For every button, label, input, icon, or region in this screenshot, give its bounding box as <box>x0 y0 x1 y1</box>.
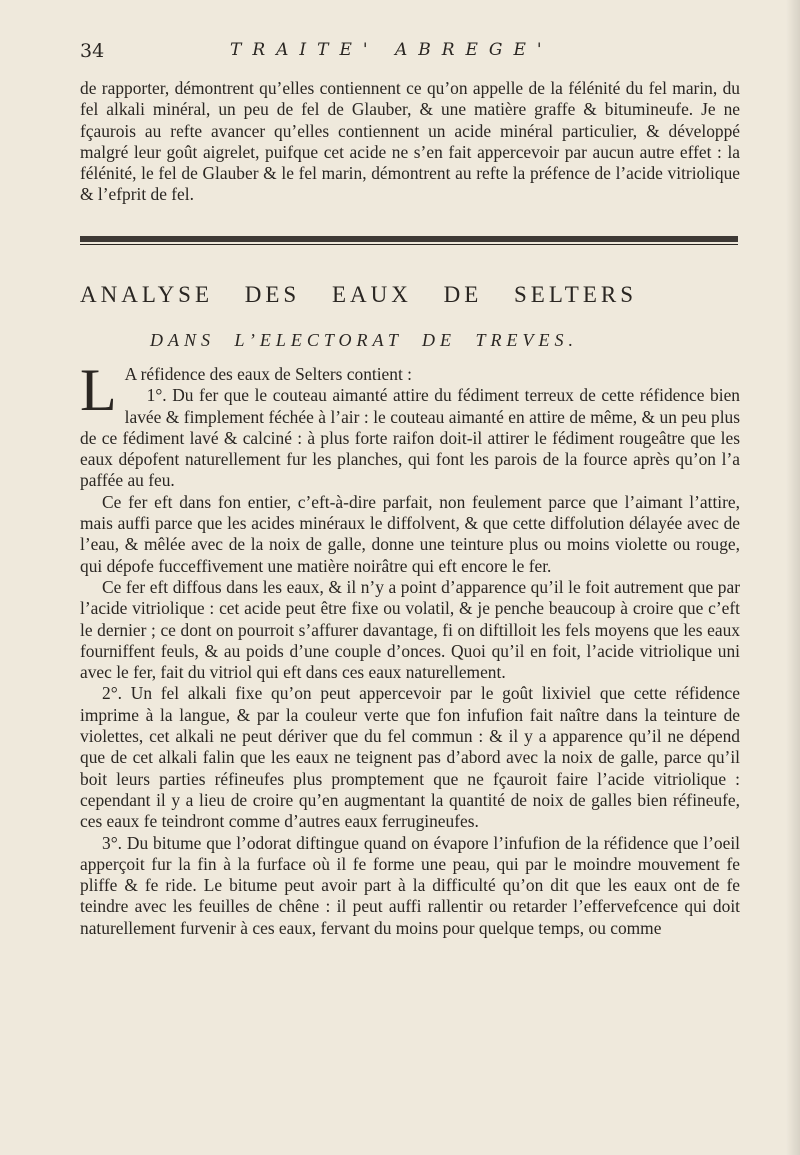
intro-text <box>80 78 740 206</box>
body-paragraph: 3°. Du bitume que l’odorat diftingue quand on évapore l’infufion de la réfidence que l’oeil apperçoit fur la fin à la furface où il fe forme une peau, qui par le moindre mouvement fe pliffe & fe ride. Le bitume peut avoir part à la difficulté qu’on dit que les eaux ont de fe teindre avec les feuilles de chêne : il peut auffi rallentir ou retarder l’effervefcence qui doit naturellement furvenir à ces eaux, fervant du moins pour quelque temps, ou comme <box>80 832 740 938</box>
page-header <box>80 40 740 70</box>
body-text <box>80 357 740 939</box>
page-edge-shadow <box>786 0 800 1155</box>
opening-paragraph <box>80 357 740 423</box>
page-number: 34 <box>80 40 105 62</box>
section-divider <box>80 236 738 246</box>
divider-thin-rule <box>80 244 738 245</box>
drop-cap: L <box>80 357 117 423</box>
intro-paragraph: de rapporter, démontrent qu’elles contiennent ce qu’on appelle de la félénité du fel marin, du fel alkali minéral, un peu de fel de Glauber, & une matière graffe & bitumineufe. Je ne fçaurois au refte avancer qu’elles contiennent un acide minéral particulier, & développé malgré leur goût aigrelet, puifque cet acide ne s’en fait appercevoir par aucun autre effet : la félénité, le fel de Glauber & le fel marin, démontrent au refte la préfence de l’acide vitriolique & l’efprit de fel. <box>80 78 740 205</box>
body-paragraph: Ce fer eft diffous dans les eaux, & il n’y a point d’apparence qu’il le foit autrement que par l’acide vitriolique : cet acide peut être fixe ou volatil, & je penche beaucoup à croire que c’eft le dernier ; ce dont on pourroit s’affurer davantage, fi on diftilloit les fels moyens que les eaux fourniffent feuls, & au poids d’une couple d’onces. Quoi qu’il en foit, l’acide vitriolique uni avec le fer, fait du vitriol qui eft dans ces eaux naturellement. <box>80 576 740 683</box>
body-paragraph: Ce fer eft dans fon entier, c’eft-à-dire parfait, non feulement parce que l’aimant l’attire, mais auffi parce que les acides minéraux le diffolvent, & que cette diffolution délayée avec de l’eau, & mêlée avec de la noix de galle, donne une teinture plus ou moins violette ou rouge, qui dépofe fucceffivement une matière noirâtre qui eft encore le fer. <box>80 491 740 576</box>
running-head: TRAITE' ABREGE' <box>230 40 553 60</box>
opening-text: A réfidence des eaux de Selters contient : <box>124 364 412 384</box>
section-title: ANALYSE DES EAUX DE SELTERS <box>80 282 638 307</box>
section-subtitle: DANS L’ELECTORAT DE TREVES. <box>150 330 579 350</box>
divider-thick-rule <box>80 236 738 242</box>
body-paragraph: 2°. Un fel alkali fixe qu’on peut appercevoir par le goût lixiviel que cette réfidence imprime à la langue, & par la couleur verte que fon infufion fait naître dans la teinture de violettes, cet alkali ne peut dériver que du fel commun : & il y a apparence qu’il ne dépend que de cet alkali falin que les eaux ne teignent pas d’abord avec la noix de galle, parce qu’il boit leurs parties réfineufes plus promptement que ne fçauroit faire l’acide vitriolique : cependant il y a lieu de croire qu’en augmentant la quantité de noix de galles bien réfineufe, ces eaux fe teindront comme d’autres eaux ferrugineufes. <box>80 683 740 832</box>
body-paragraph: 1°. Du fer que le couteau aimanté attire du fédiment terreux de cette réfidence bien lavée & fimplement féchée à l’air : le couteau aimanté en attire de même, & un peu plus de ce fédiment lavé & calciné : à plus forte raifon doit-il attirer le fédiment rougeâtre que les eaux dépofent naturellement fur les planches, qui font les parois de la fource après qu’on l’a paffée au feu. <box>80 385 740 491</box>
